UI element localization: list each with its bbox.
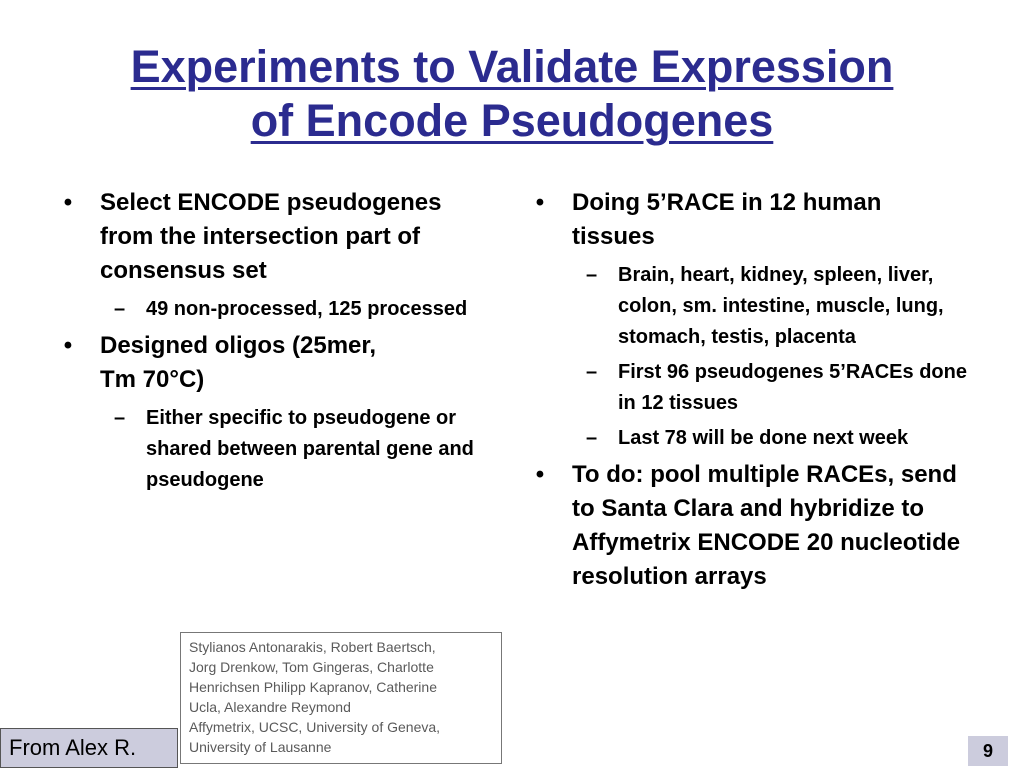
credits-line: Henrichsen Philipp Kapranov, Catherine xyxy=(189,679,437,695)
credits-line: Stylianos Antonarakis, Robert Baertsch, xyxy=(189,639,436,655)
right-sub-bullet-3: – Last 78 will be done next week xyxy=(530,423,970,454)
credits-line: University of Lausanne xyxy=(189,739,332,755)
left-sub-bullet-2: – Either specific to pseudogene or shared between parental gene and pseudogene xyxy=(58,403,498,496)
right-sub-bullet-2: – First 96 pseudogenes 5’RACEs done in 12 tissues xyxy=(530,357,970,419)
dash-icon: – xyxy=(114,407,126,429)
title-line-2: of Encode Pseudogenes xyxy=(250,95,774,146)
right-bullet-2: • To do: pool multiple RACEs, send to Santa Clara and hybridize to Affymetrix ENCODE 20 nucleotide resolution arrays xyxy=(530,458,970,594)
bullet-icon: • xyxy=(535,461,545,488)
bullet-icon: • xyxy=(535,189,545,216)
right-sub-bullet-1: – Brain, heart, kidney, spleen, liver, colon, sm. intestine, muscle, lung, stomach, testis, placenta xyxy=(530,260,970,353)
page-number: 9 xyxy=(968,736,1008,766)
dash-icon: – xyxy=(586,361,598,383)
left-sub-bullet-1: – 49 non-processed, 125 processed xyxy=(58,294,498,325)
right-column xyxy=(530,186,970,600)
right-bullet-1: • Doing 5’RACE in 12 human tissues xyxy=(530,186,970,254)
title-line-1: Experiments to Validate Expression xyxy=(130,41,894,92)
dash-icon: – xyxy=(114,298,126,320)
slide-title xyxy=(40,40,984,148)
credits-line: Jorg Drenkow, Tom Gingeras, Charlotte xyxy=(189,659,434,675)
left-bullet-2: • Designed oligos (25mer, Tm 70°C) xyxy=(58,329,390,397)
bullet-icon: • xyxy=(63,332,73,359)
credits-line: Ucla, Alexandre Reymond xyxy=(189,699,351,715)
credits-box xyxy=(180,632,502,764)
credits-line: Affymetrix, UCSC, University of Geneva, xyxy=(189,719,441,735)
bullet-icon: • xyxy=(63,189,73,216)
left-bullet-1: • Select ENCODE pseudogenes from the intersection part of consensus set xyxy=(58,186,498,288)
dash-icon: – xyxy=(586,427,598,449)
from-label: From Alex R. xyxy=(0,728,178,768)
dash-icon: – xyxy=(586,264,598,286)
left-column xyxy=(58,186,498,500)
